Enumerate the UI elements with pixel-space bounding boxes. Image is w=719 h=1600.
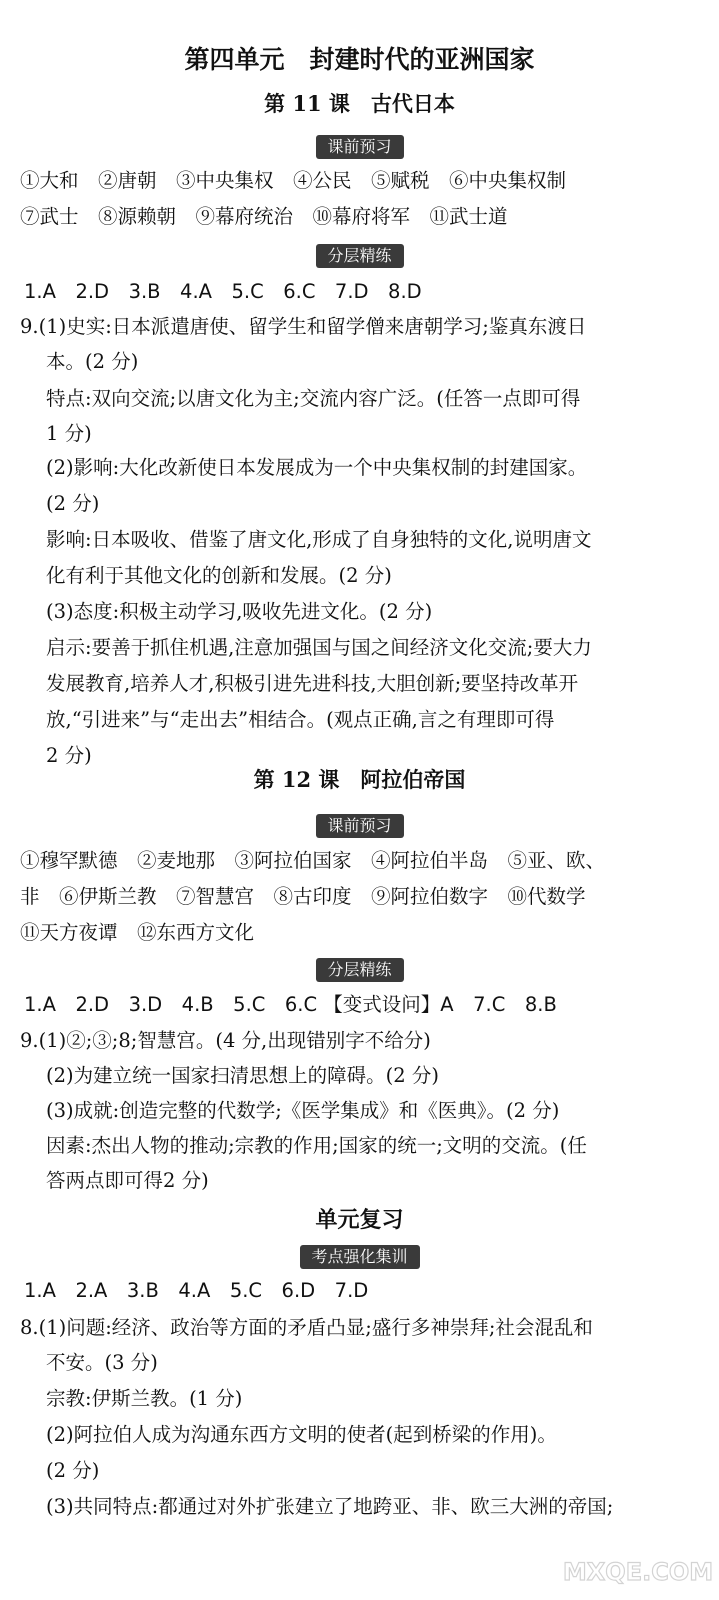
lesson-11-q9-line: 启示:要善于抓住机遇,注意加强国与国之间经济文化交流;要大力 <box>46 636 592 659</box>
review-title: 单元复习 <box>315 1207 404 1233</box>
lesson-11-title: 第 11 课 古代日本 <box>264 91 455 116</box>
lesson-11-q9-line: 2 分) <box>46 744 92 767</box>
lesson-12-preview-line: 非 ⑥伊斯兰教 ⑦智慧宫 ⑧古印度 ⑨阿拉伯数字 ⑩代数学 <box>20 885 586 908</box>
review-q8-line: 宗教:伊斯兰教。(1 分) <box>46 1387 243 1410</box>
lesson-12-q9-line: 9.(1)②;③;8;智慧宫。(4 分,出现错别字不给分) <box>20 1029 431 1052</box>
review-answers: 1.A 2.A 3.B 4.A 5.C 6.D 7.D <box>24 1279 369 1302</box>
lesson-11-q9-line: (3)态度:积极主动学习,吸收先进文化。(2 分) <box>46 600 433 623</box>
lesson-12-preview-line: ①穆罕默德 ②麦地那 ③阿拉伯国家 ④阿拉伯半岛 ⑤亚、欧、 <box>20 849 606 872</box>
review-q8-line: 8.(1)问题:经济、政治等方面的矛盾凸显;盛行多神崇拜;社会混乱和 <box>20 1316 593 1339</box>
lesson-11-q9-line: 9.(1)史实:日本派遣唐使、留学生和留学僧来唐朝学习;鉴真东渡日 <box>20 315 587 338</box>
lesson-11-q9-line: (2 分) <box>46 492 100 515</box>
lesson-11-q9-line: 本。(2 分) <box>46 350 139 373</box>
lesson-11-preview-line: ①大和 ②唐朝 ③中央集权 ④公民 ⑤赋税 ⑥中央集权制 <box>20 169 567 192</box>
review-q8-line: (3)共同特点:都通过对外扩张建立了地跨亚、非、欧三大洲的帝国; <box>46 1495 614 1518</box>
review-badge: 考点强化集训 <box>299 1245 419 1269</box>
lesson-11-q9-line: 1 分) <box>46 422 92 445</box>
watermark-text: MXQE.COM <box>563 1558 713 1586</box>
lesson-11-answers: 1.A 2.D 3.B 4.A 5.C 6.C 7.D 8.D <box>24 280 422 303</box>
lesson-11-q9-line: 发展教育,培养人才,积极引进先进科技,大胆创新;要坚持改革开 <box>46 672 579 695</box>
lesson-11-preview-line: ⑦武士 ⑧源赖朝 ⑨幕府统治 ⑩幕府将军 ⑪武士道 <box>20 205 508 228</box>
lesson-12-preview-line: ⑪天方夜谭 ⑫东西方文化 <box>20 921 255 944</box>
review-q8-line: 不安。(3 分) <box>46 1351 158 1374</box>
lesson-11-q9-line: (2)影响:大化改新使日本发展成为一个中央集权制的封建国家。 <box>46 456 588 479</box>
lesson-12-q9-line: (2)为建立统一国家扫清思想上的障碍。(2 分) <box>46 1064 439 1087</box>
lesson-11-q9-line: 放,“引进来”与“走出去”相结合。(观点正确,言之有理即可得 <box>46 708 555 731</box>
lesson-11-q9-line: 化有利于其他文化的创新和发展。(2 分) <box>46 564 392 587</box>
unit-title: 第四单元 封建时代的亚洲国家 <box>184 45 535 74</box>
lesson-12-title: 第 12 课 阿拉伯帝国 <box>253 767 466 792</box>
review-q8-line: (2 分) <box>46 1459 100 1482</box>
lesson-12-q9-line: (3)成就:创造完整的代数学;《医学集成》和《医典》。(2 分) <box>46 1099 560 1122</box>
lesson-12-practice-badge: 分层精练 <box>315 958 403 982</box>
lesson-12-answers: 1.A 2.D 3.D 4.B 5.C 6.C 【变式设问】A 7.C 8.B <box>24 993 557 1016</box>
review-q8-line: (2)阿拉伯人成为沟通东西方文明的使者(起到桥梁的作用)。 <box>46 1423 557 1446</box>
lesson-11-q9-line: 影响:日本吸收、借鉴了唐文化,形成了自身独特的文化,说明唐文 <box>46 528 592 551</box>
lesson-12-q9-line: 因素:杰出人物的推动;宗教的作用;国家的统一;文明的交流。(任 <box>46 1134 587 1157</box>
lesson-12-q9-line: 答两点即可得2 分) <box>46 1169 209 1192</box>
lesson-12-preview-badge: 课前预习 <box>315 814 403 838</box>
lesson-11-q9-line: 特点:双向交流;以唐文化为主;交流内容广泛。(任答一点即可得 <box>46 387 581 410</box>
lesson-11-preview-badge: 课前预习 <box>315 135 403 159</box>
site-watermark <box>563 1530 713 1592</box>
lesson-11-practice-badge: 分层精练 <box>315 244 403 268</box>
